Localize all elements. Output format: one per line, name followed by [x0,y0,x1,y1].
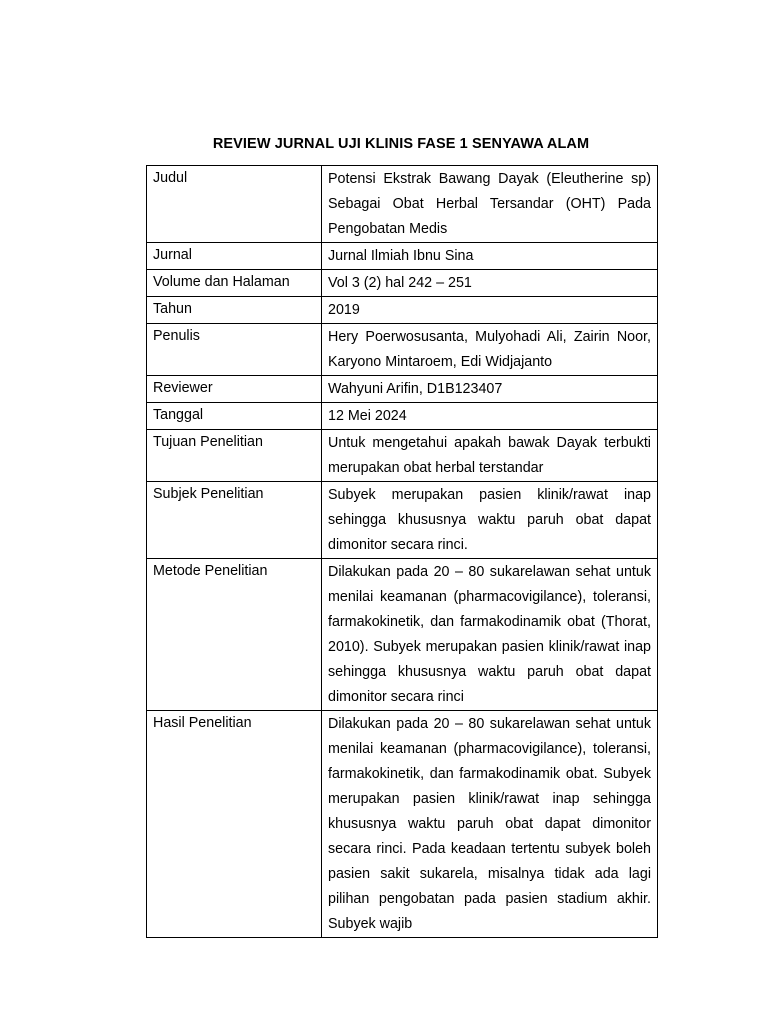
row-value-volume: Vol 3 (2) hal 242 – 251 [322,270,658,297]
table-row [147,297,658,324]
row-value-judul: Potensi Ekstrak Bawang Dayak (Eleutherine sp) Sebagai Obat Herbal Tersandar (OHT) Pada Pengobatan Medis [322,166,658,243]
row-label-tujuan: Tujuan Penelitian [147,430,322,482]
table-row [147,166,658,243]
row-label-tanggal: Tanggal [147,403,322,430]
row-label-subjek: Subjek Penelitian [147,482,322,559]
table-row [147,324,658,376]
table-row [147,270,658,297]
table-row [147,403,658,430]
document-title: REVIEW JURNAL UJI KLINIS FASE 1 SENYAWA ALAM [212,136,590,152]
table-row [147,243,658,270]
row-label-jurnal: Jurnal [147,243,322,270]
row-value-jurnal: Jurnal Ilmiah Ibnu Sina [322,243,658,270]
row-label-hasil: Hasil Penelitian [147,711,322,938]
row-value-tujuan: Untuk mengetahui apakah bawak Dayak terbukti merupakan obat herbal terstandar [322,430,658,482]
review-table [146,165,658,938]
row-label-judul: Judul [147,166,322,243]
table-row [147,711,658,938]
row-value-tanggal: 12 Mei 2024 [322,403,658,430]
row-label-tahun: Tahun [147,297,322,324]
row-label-reviewer: Reviewer [147,376,322,403]
table-row [147,430,658,482]
row-label-penulis: Penulis [147,324,322,376]
row-value-penulis: Hery Poerwosusanta, Mulyohadi Ali, Zairin Noor, Karyono Mintaroem, Edi Widjajanto [322,324,658,376]
table-row [147,482,658,559]
row-value-metode: Dilakukan pada 20 – 80 sukarelawan sehat untuk menilai keamanan (pharmacovigilance), toleransi, farmakokinetik, dan farmakodinamik obat (Thorat, 2010). Subyek merupakan pasien klinik/rawat inap sehingga khususnya waktu paruh obat dapat dimonitor secara rinci [322,559,658,711]
row-value-hasil: Dilakukan pada 20 – 80 sukarelawan sehat untuk menilai keamanan (pharmacovigilance), toleransi, farmakokinetik, dan farmakodinamik obat. Subyek merupakan pasien klinik/rawat inap sehingga khususnya waktu paruh obat dapat dimonitor secara rinci. Pada keadaan tertentu subyek boleh pasien sakit sukarela, misalnya tidak ada lagi pilihan pengobatan pada pasien stadium akhir. Subyek wajib [322,711,658,938]
table-row [147,559,658,711]
row-label-metode: Metode Penelitian [147,559,322,711]
row-value-reviewer: Wahyuni Arifin, D1B123407 [322,376,658,403]
row-value-tahun: 2019 [322,297,658,324]
row-label-volume: Volume dan Halaman [147,270,322,297]
row-value-subjek: Subyek merupakan pasien klinik/rawat inap sehingga khususnya waktu paruh obat dapat dimonitor secara rinci. [322,482,658,559]
table-row [147,376,658,403]
